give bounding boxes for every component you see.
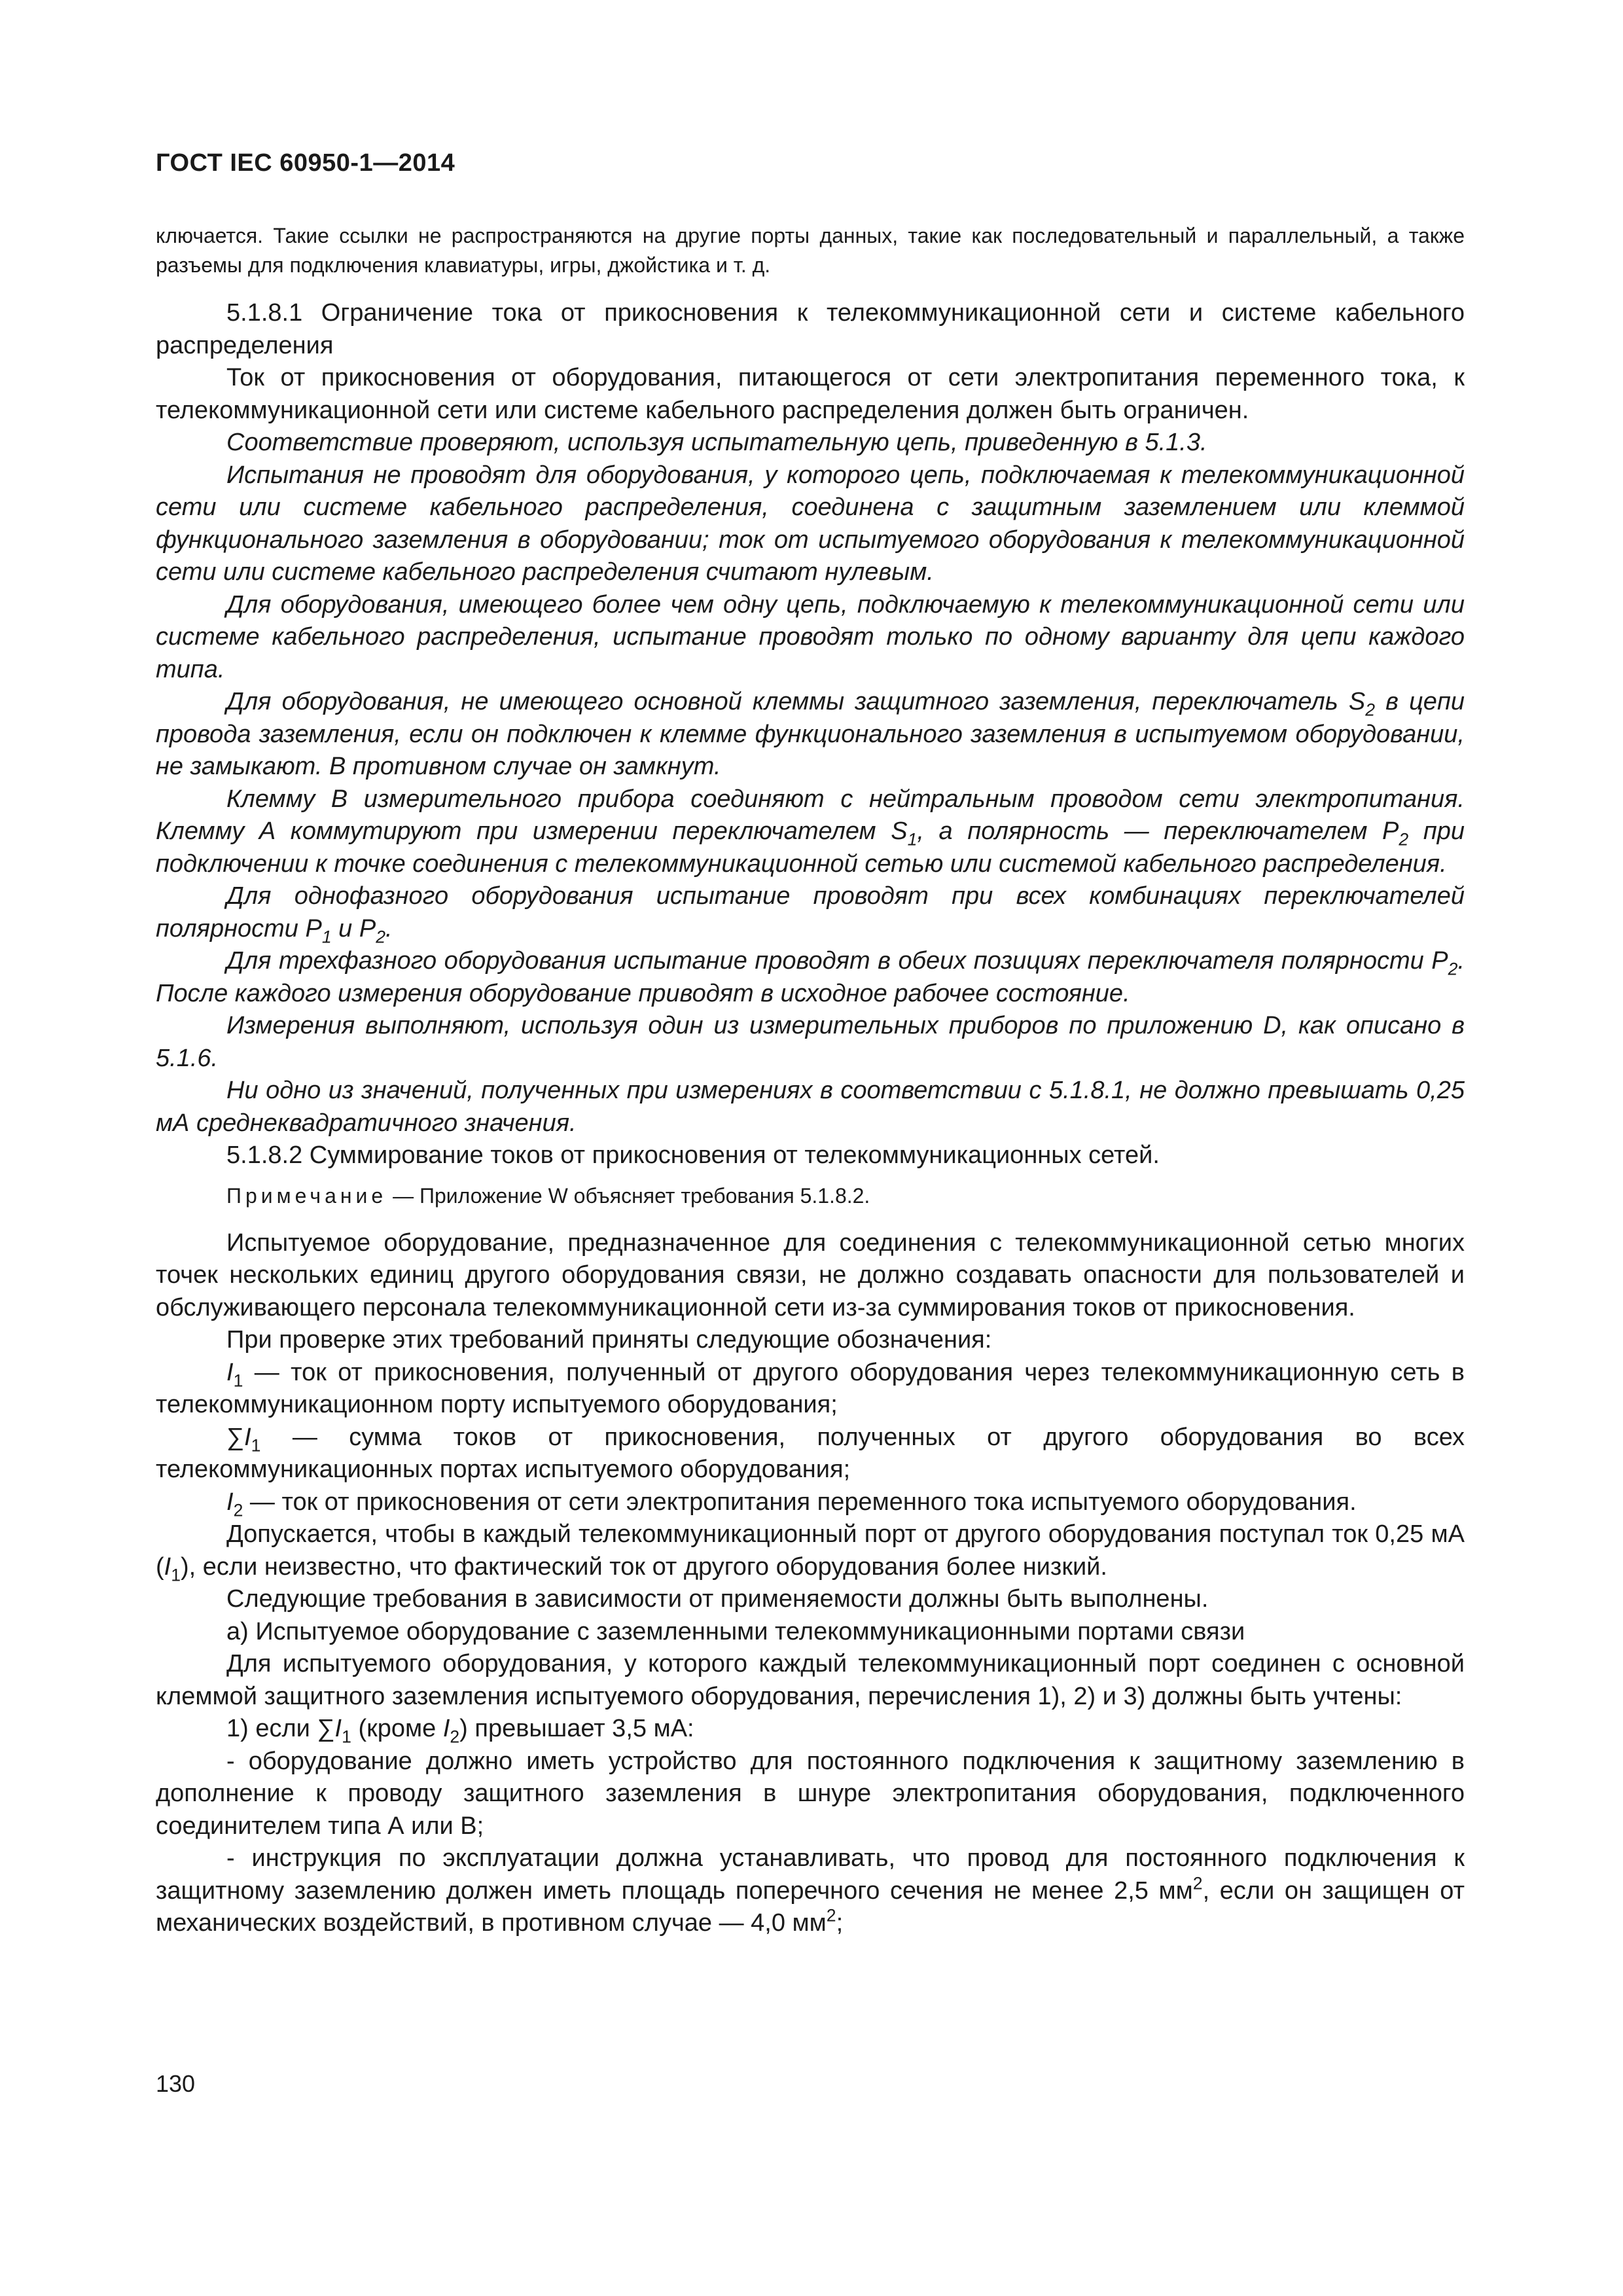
paragraph-italic: Клемму В измерительного прибора соединяют с нейтральным проводом сети электропитания. Клемму А коммутируют при измерении переключателем $S_1$, а полярность — переключателем $P_2$ при подключении к точке соединения с телекоммуникационной сетью или системой кабельного распределения. <box>156 785 1465 878</box>
paragraph-italic: Для оборудования, имеющего более чем одну цепь, подключаемую к телекоммуникационной сети или системе кабельного распределения, испытание проводят только по одному варианту для цепи каждого типа. <box>156 590 1465 683</box>
paragraph-italic: Для однофазного оборудования испытание проводят при всех комбинациях переключателей полярности $P_1$ и $P_2$. <box>156 882 1465 946</box>
section-heading-5-1-8-2: 5.1.8.2 Суммирование токов от прикосновения от телекоммуникационных сетей. <box>226 1141 1160 1169</box>
paragraph: Следующие требования в зависимости от применяемости должны быть выполнены. <box>226 1585 1209 1613</box>
page-content <box>156 221 1465 1940</box>
paragraph: Допускается, чтобы в каждый телекоммуникационный порт от другого оборудования поступал ток 0,25 мА $(I_1)$, если неизвестно, что фактический ток от другого оборудования более низкий. <box>156 1520 1465 1585</box>
paragraph-italic: Для трехфазного оборудования испытание проводят в обеих позициях переключателя полярности $P_2$. После каждого измерения оборудование приводят в исходное рабочее состояние. <box>156 947 1465 1007</box>
list-item-1: 1) если $\sum I_1$ (кроме $I_2$) превышает 3,5 мА: <box>226 1715 694 1747</box>
paragraph-italic: Для оборудования, не имеющего основной клеммы защитного заземления, переключатель $S_2$ в цепи провода заземления, если он подключен к клемме функционального заземления в испытуемом оборудовании, не замыкают. В противном случае он замкнут. <box>156 688 1465 780</box>
list-item-dash: - оборудование должно иметь устройство для постоянного подключения к защитному заземлению в дополнение к проводу защитного заземления в шнуре электропитания оборудования, подключенного соединителем типа А или В; <box>156 1747 1465 1840</box>
paragraph-italic: Ни одно из значений, полученных при измерениях в соответствии с 5.1.8.1, не должно превышать 0,25 мА среднеквадратичного значения. <box>156 1077 1465 1137</box>
paragraph-continued: ключается. Такие ссылки не распространяются на другие порты данных, такие как последовательный и параллельный, а также разъемы для подключения клавиатуры, игры, джойстика и т. д. <box>156 224 1465 277</box>
paragraph-italic: Измерения выполняют, используя один из измерительных приборов по приложению D, как описано в 5.1.6. <box>156 1012 1465 1072</box>
section-heading-5-1-8-1: 5.1.8.1 Ограничение тока от прикосновения к телекоммуникационной сети и системе кабельного распределения <box>156 299 1465 359</box>
paragraph: При проверке этих требований приняты следующие обозначения: <box>226 1326 992 1354</box>
definition-i2: $I_2$ — ток от прикосновения от сети электропитания переменного тока испытуемого оборудования. <box>226 1488 1357 1520</box>
paragraph: Для испытуемого оборудования, у которого каждый телекоммуникационный порт соединен с основной клеммой защитного заземления испытуемого оборудования, перечисления 1), 2) и 3) должны быть учтены: <box>156 1650 1465 1710</box>
document-header: ГОСТ IEC 60950-1—2014 <box>156 149 455 177</box>
paragraph-italic: Испытания не проводят для оборудования, у которого цепь, подключаемая к телекоммуникационной сети или системе кабельного распределения, соединена с защитным заземлением или клеммой функционального заземления в оборудовании; ток от испытуемого оборудования к телекоммуникационной сети или системе кабельного распределения считают нулевым. <box>156 461 1465 586</box>
list-item-dash: - инструкция по эксплуатации должна устанавливать, что провод для постоянного подключения к защитному заземлению должен иметь площадь поперечного сечения не менее 2,5 $мм^2$, если он защищен от механических воздействий, в противном случае — 4,0 $мм^2$; <box>156 1844 1465 1937</box>
note-label: Примечание <box>226 1183 387 1208</box>
definition-sum-i1: $\sum I_1$ — сумма токов от прикосновения, полученных от другого оборудования во всех телекоммуникационных портах испытуемого оборудования; <box>156 1423 1465 1483</box>
paragraph: Испытуемое оборудование, предназначенное для соединения с телекоммуникационной сетью многих точек нескольких единиц другого оборудования связи, не должно создавать опасности для пользователей и обслуживающего персонала телекоммуникационной сети из-за суммирования токов от прикосновения. <box>156 1229 1465 1321</box>
note-text: — Приложение W объясняет требования 5.1.8.2. <box>387 1183 870 1208</box>
note <box>156 1181 1465 1210</box>
definition-i1: $I_1$ — ток от прикосновения, полученный от другого оборудования через телекоммуникационную сеть в телекоммуникационном порту испытуемого оборудования; <box>156 1358 1465 1418</box>
page-number: 130 <box>156 2070 196 2097</box>
list-item-a: а) Испытуемое оборудование с заземленными телекоммуникационными портами связи <box>226 1617 1245 1645</box>
paragraph-italic: Соответствие проверяют, используя испытательную цепь, приведенную в 5.1.3. <box>226 429 1207 456</box>
paragraph: Ток от прикосновения от оборудования, питающегося от сети электропитания переменного тока, к телекоммуникационной сети или системе кабельного распределения должен быть ограничен. <box>156 364 1465 424</box>
